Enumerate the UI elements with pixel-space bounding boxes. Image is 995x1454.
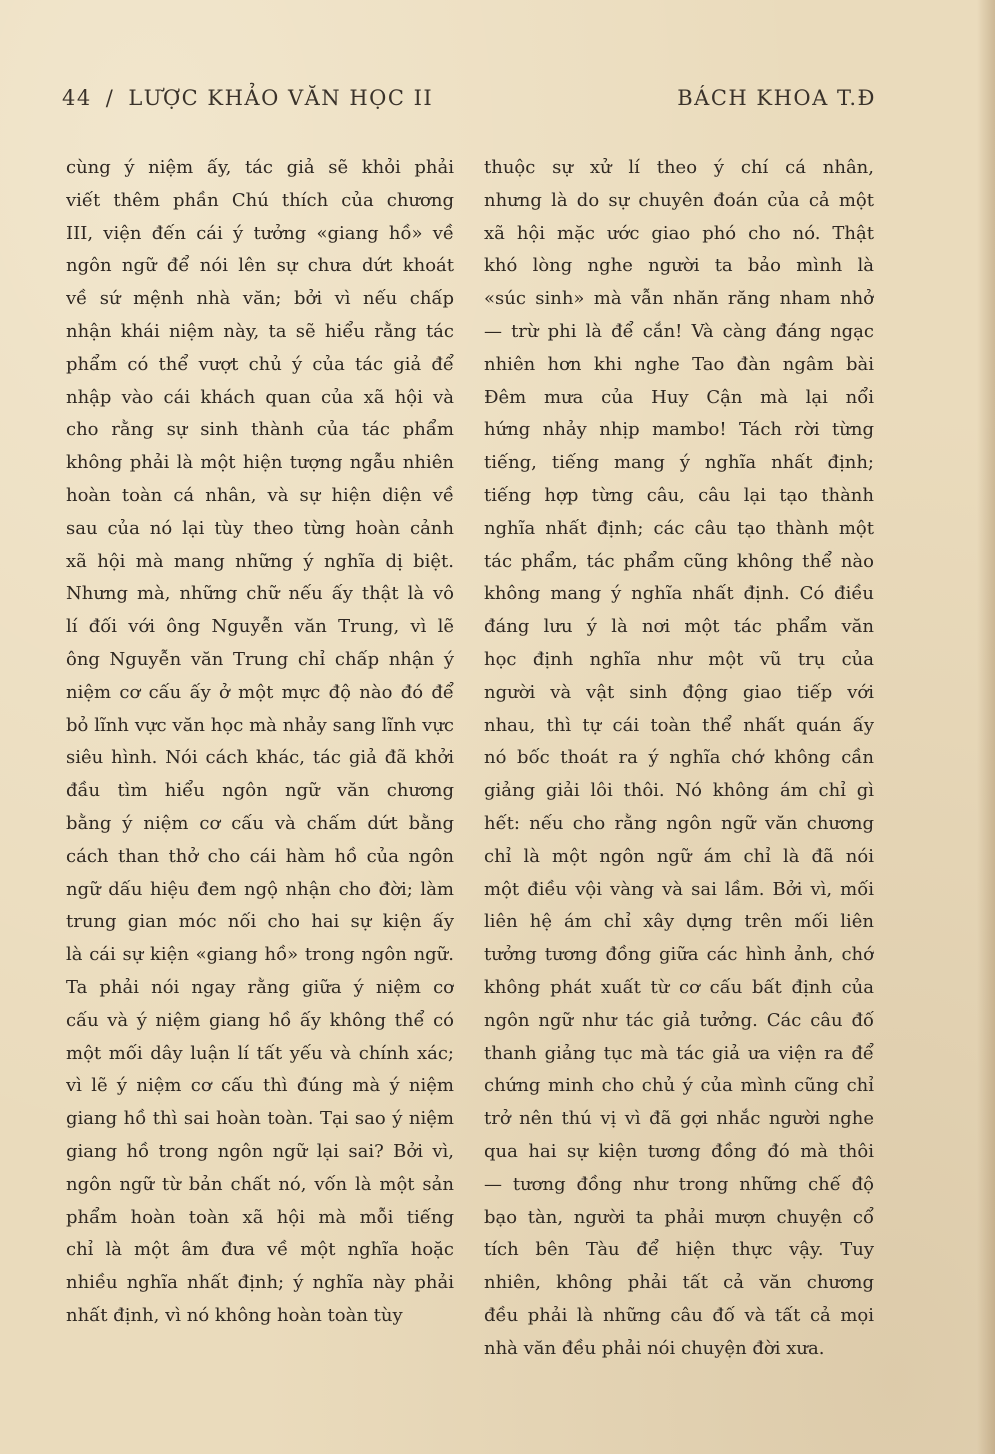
text-line: cho rằng sự sinh thành của tác phẩm (66, 419, 454, 441)
text-line: tác phẩm, tác phẩm cũng không thể nào (484, 550, 874, 572)
text-line: nhiên, không phải tất cả văn chương (484, 1272, 874, 1294)
text-line: ngôn ngữ từ bản chất nó, vốn là một sản (66, 1173, 454, 1195)
text-line: một điều vội vàng và sai lầm. Bởi vì, mối (484, 878, 874, 900)
text-line: xã hội mà mang những ý nghĩa dị biệt. (66, 550, 454, 572)
left-text-column (66, 152, 454, 1333)
text-line: nó bốc thoát ra ý nghĩa chớ không cần (484, 747, 874, 769)
text-line: nghĩa nhất định; các câu tạo thành một (484, 517, 874, 539)
text-line: nhau, thì tự cái toàn thể nhất quán ấy (484, 714, 874, 736)
text-line: nhưng là do sự chuyên đoán của cả một (484, 189, 874, 211)
text-line: Ta phải nói ngay rằng giữa ý niệm cơ (66, 976, 454, 998)
text-line: — trừ phi là để cắn! Và càng đáng ngạc (484, 320, 874, 342)
text-line: qua hai sự kiện tương đồng đó mà thôi (484, 1140, 874, 1162)
text-line: ngôn ngữ như tác giả tưởng. Các câu đố (484, 1009, 874, 1031)
text-line: cấu và ý niệm giang hồ ấy không thể có (66, 1009, 454, 1031)
text-line: hết: nếu cho rằng ngôn ngữ văn chương (484, 812, 874, 834)
text-line: Nhưng mà, những chữ nếu ấy thật là vô (66, 583, 454, 605)
text-line: hứng nhảy nhịp mambo! Tách rời từng (484, 419, 874, 441)
text-line: một mối dây luận lí tất yếu và chính xác; (66, 1042, 454, 1064)
text-line: tưởng tương đồng giữa các hình ảnh, chớ (484, 944, 874, 966)
text-line: đầu tìm hiểu ngôn ngữ văn chương (66, 780, 454, 802)
text-line: không mang ý nghĩa nhất định. Có điều (484, 583, 874, 605)
text-line: cách than thở cho cái hàm hồ của ngôn (66, 845, 454, 867)
page-number: 44 (62, 86, 92, 110)
text-line: giang hồ thì sai hoàn toàn. Tại sao ý niệm (66, 1108, 454, 1130)
text-line: bạo tàn, người ta phải mượn chuyện cổ (484, 1206, 874, 1228)
right-text-column (484, 152, 874, 1365)
text-line: hoàn toàn cá nhân, và sự hiện diện về (66, 484, 454, 506)
text-line: trung gian móc nối cho hai sự kiện ấy (66, 911, 454, 933)
text-line: bỏ lĩnh vực văn học mà nhảy sang lĩnh vực (66, 714, 454, 736)
text-line: tiếng, tiếng mang ý nghĩa nhất định; (484, 452, 874, 474)
text-line: niệm cơ cấu ấy ở một mực độ nào đó để (66, 681, 454, 703)
text-line: viết thêm phần Chú thích của chương (66, 189, 454, 211)
text-line: ngữ dấu hiệu đem ngộ nhận cho đời; làm (66, 878, 454, 900)
text-line: III, viện đến cái ý tưởng «giang hồ» về (66, 222, 454, 244)
text-line: giang hồ trong ngôn ngữ lại sai? Bởi vì, (66, 1140, 454, 1162)
text-line: «súc sinh» mà vẫn nhăn răng nham nhở (484, 288, 874, 310)
text-line: thuộc sự xử lí theo ý chí cá nhân, (484, 157, 874, 178)
text-line: trở nên thú vị vì đã gợi nhắc người nghe (484, 1108, 874, 1130)
text-line: lí đối với ông Nguyễn văn Trung, vì lẽ (66, 616, 454, 638)
text-line: bằng ý niệm cơ cấu và chấm dứt bằng (66, 812, 454, 834)
text-line: nhiên hơn khi nghe Tao đàn ngâm bài (484, 353, 874, 375)
text-line: không phát xuất từ cơ cấu bất định của (484, 976, 874, 998)
text-line: chứng minh cho chủ ý của mình cũng chỉ (484, 1075, 874, 1097)
text-line: ông Nguyễn văn Trung chỉ chấp nhận ý (66, 648, 454, 670)
text-line: nhận khái niệm này, ta sẽ hiểu rằng tác (66, 320, 454, 342)
text-line: Đêm mưa của Huy Cận mà lại nổi (484, 386, 874, 408)
text-line: sau của nó lại tùy theo từng hoàn cảnh (66, 517, 454, 539)
text-line: là cái sự kiện «giang hồ» trong ngôn ngữ. (66, 944, 454, 966)
text-line: tiếng hợp từng câu, câu lại tạo thành (484, 484, 874, 506)
text-line: về sứ mệnh nhà văn; bởi vì nếu chấp (66, 288, 454, 310)
text-line: khó lòng nghe người ta bảo mình là (484, 255, 874, 277)
text-line: chỉ là một ngôn ngữ ám chỉ là đã nói (484, 845, 874, 867)
text-line: vì lẽ ý niệm cơ cấu thì đúng mà ý niệm (66, 1075, 454, 1097)
publisher-name: BÁCH KHOA T.Đ (677, 86, 876, 110)
text-line: phẩm hoàn toàn xã hội mà mỗi tiếng (66, 1206, 454, 1228)
text-line: — tương đồng như trong những chế độ (484, 1173, 874, 1195)
text-line: nhất định, vì nó không hoàn toàn tùy (66, 1304, 403, 1326)
header-left (62, 86, 433, 110)
text-line: tích bên Tàu để hiện thực vậy. Tuy (484, 1239, 874, 1261)
text-line: người và vật sinh động giao tiếp với (484, 681, 874, 703)
page-edge-shadow (977, 0, 995, 1454)
text-line: chỉ là một âm đưa về một nghĩa hoặc (66, 1239, 454, 1261)
text-line: đáng lưu ý là nơi một tác phẩm văn (484, 616, 874, 638)
book-title: LƯỢC KHẢO VĂN HỌC II (128, 86, 434, 110)
text-line: học định nghĩa như một vũ trụ của (484, 648, 874, 670)
text-line: nhập vào cái khách quan của xã hội và (66, 386, 454, 408)
text-line: nhiều nghĩa nhất định; ý nghĩa này phải (66, 1272, 454, 1294)
text-line: siêu hình. Nói cách khác, tác giả đã khởi (66, 747, 454, 769)
text-line: liên hệ ám chỉ xây dựng trên mối liên (484, 911, 874, 933)
text-line: phẩm có thể vượt chủ ý của tác giả để (66, 353, 454, 375)
header-separator: / (105, 86, 115, 110)
text-line: giảng giải lôi thôi. Nó không ám chỉ gì (484, 780, 874, 802)
text-line: không phải là một hiện tượng ngẫu nhiên (66, 452, 454, 474)
text-line: xã hội mặc ước giao phó cho nó. Thật (484, 222, 874, 244)
text-line: cùng ý niệm ấy, tác giả sẽ khỏi phải (66, 157, 454, 178)
text-line: ngôn ngữ để nói lên sự chưa dứt khoát (66, 255, 454, 277)
text-line: nhà văn đều phải nói chuyện đời xưa. (484, 1337, 825, 1359)
text-line: đều phải là những câu đố và tất cả mọi (484, 1304, 874, 1326)
running-header (62, 86, 876, 116)
text-line: thanh giảng tục mà tác giả ưa viện ra để (484, 1042, 874, 1064)
